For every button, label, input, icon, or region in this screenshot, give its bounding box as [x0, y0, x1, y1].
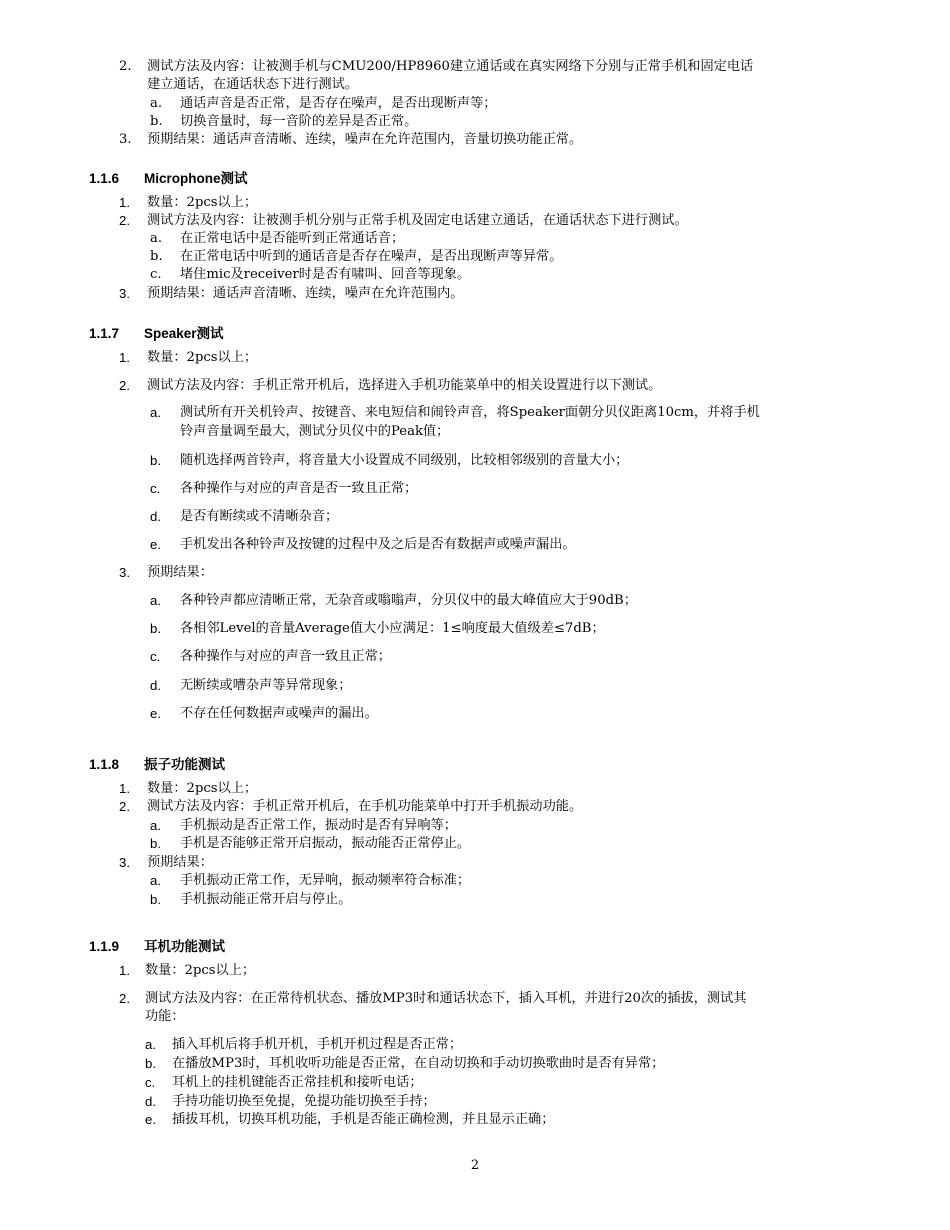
- list-number: 1.: [119, 350, 130, 365]
- section-number: 1.1.9: [89, 939, 120, 954]
- list-item-text: 数量：2pcs以上；: [147, 350, 258, 365]
- sub-item-text: 手机振动能正常开启与停止。: [180, 892, 352, 907]
- sub-item-text: 无断续或嘈杂声等异常现象；: [180, 678, 352, 693]
- sub-letter: d.: [150, 678, 161, 693]
- sub-item-text: 堵住mic及receiver时是否有啸叫、回音等现象。: [180, 267, 471, 282]
- sub-letter: a.: [145, 1037, 156, 1052]
- sub-item-text: 手机发出各种铃声及按键的过程中及之后是否有数据声或噪声漏出。: [180, 537, 576, 552]
- sub-letter: c.: [150, 481, 161, 496]
- section-title: 耳机功能测试: [144, 939, 225, 954]
- sub-item-text: 测试所有开关机铃声、按键音、来电短信和闹铃声音，将Speaker面朝分贝仪距离10cm，并将手机: [180, 405, 760, 420]
- list-number: 3.: [119, 132, 132, 147]
- sub-item-text: 插拔耳机，切换耳机功能，手机是否能正确检测，并且显示正确；: [172, 1112, 555, 1127]
- list-item-text: 测试方法及内容：在正常待机状态、播放MP3时和通话状态下，插入耳机，并进行20次的插拔，测试其: [145, 991, 747, 1006]
- sub-letter: a.: [150, 231, 163, 246]
- list-number: 3.: [119, 565, 130, 580]
- sub-item-text: 各相邻Level的音量Average值大小应满足：1≤响度最大值级差≤7dB；: [180, 621, 605, 636]
- list-item-text: 预期结果：通话声音清晰、连续，噪声在允许范围内。: [147, 286, 464, 301]
- sub-item-text: 不存在任何数据声或噪声的漏出。: [180, 706, 378, 721]
- list-number: 1.: [119, 963, 130, 978]
- section-number: 1.1.8: [89, 757, 120, 772]
- sub-letter: b.: [150, 453, 161, 468]
- sub-item-text: 手持功能切换至免提，免提功能切换至手持；: [172, 1094, 436, 1109]
- sub-item-text: 各种操作与对应的声音是否一致且正常；: [180, 481, 418, 496]
- list-number: 3.: [119, 855, 130, 870]
- sub-item-text: 在正常电话中听到的通话音是否存在噪声，是否出现断声等异常。: [180, 249, 563, 264]
- list-number: 2.: [119, 991, 130, 1006]
- sub-letter: b.: [150, 621, 161, 636]
- sub-letter: a.: [150, 593, 161, 608]
- list-item-text: 预期结果：: [147, 565, 213, 580]
- list-item-text: 数量：2pcs以上；: [147, 195, 258, 210]
- list-item-text: 测试方法及内容：手机正常开机后，在手机功能菜单中打开手机振动功能。: [147, 799, 583, 814]
- section-title: Microphone测试: [144, 171, 248, 186]
- sub-letter: b.: [150, 836, 161, 851]
- section-number: 1.1.7: [89, 326, 120, 341]
- list-item-text: 测试方法及内容：让被测手机与CMU200/HP8960建立通话或在真实网络下分别与正常手机和固定电话: [147, 59, 754, 74]
- sub-letter: e.: [150, 537, 161, 552]
- sub-letter: a.: [150, 405, 161, 420]
- sub-item-text: 手机是否能够正常开启振动，振动能否正常停止。: [180, 836, 471, 851]
- sub-item-text: 手机振动是否正常工作，振动时是否有异响等；: [180, 818, 457, 833]
- sub-item-text: 切换音量时，每一音阶的差异是否正常。: [180, 114, 418, 129]
- list-number: 2.: [119, 213, 130, 228]
- sub-item-text: 在正常电话中是否能听到正常通话音；: [180, 231, 405, 246]
- sub-letter: b.: [150, 892, 161, 907]
- list-number: 2.: [119, 59, 132, 74]
- sub-letter: a.: [150, 818, 161, 833]
- list-item-text: 数量：2pcs以上；: [147, 781, 258, 796]
- list-item-text: 测试方法及内容：手机正常开机后，选择进入手机功能菜单中的相关设置进行以下测试。: [147, 378, 662, 393]
- list-item-text-cont: 功能：: [145, 1009, 185, 1024]
- sub-letter: a.: [150, 873, 161, 888]
- section-title: 振子功能测试: [144, 757, 225, 772]
- sub-item-text: 插入耳机后将手机开机，手机开机过程是否正常；: [172, 1037, 463, 1052]
- sub-letter: d.: [150, 509, 161, 524]
- list-item-text: 数量：2pcs以上；: [145, 963, 256, 978]
- sub-item-text: 耳机上的挂机键能否正常挂机和接听电话；: [172, 1075, 423, 1090]
- list-item-text: 预期结果：通话声音清晰、连续，噪声在允许范围内，音量切换功能正常。: [147, 132, 583, 147]
- sub-letter: c.: [145, 1075, 156, 1090]
- list-number: 3.: [119, 286, 130, 301]
- sub-item-text: 各种操作与对应的声音一致且正常；: [180, 649, 391, 664]
- list-number: 1.: [119, 195, 130, 210]
- sub-item-text: 在播放MP3时，耳机收听功能是否正常，在自动切换和手动切换歌曲时是否有异常；: [172, 1056, 665, 1071]
- sub-letter: d.: [145, 1094, 156, 1109]
- sub-letter: b.: [150, 114, 163, 129]
- sub-letter: e.: [145, 1112, 156, 1127]
- sub-letter: c.: [150, 649, 161, 664]
- sub-item-text: 各种铃声都应清晰正常，无杂音或嗡嗡声，分贝仪中的最大峰值应大于90dB；: [180, 593, 637, 608]
- sub-item-text: 通话声音是否正常，是否存在噪声，是否出现断声等；: [180, 96, 497, 111]
- sub-item-text-cont: 铃声音量调至最大，测试分贝仪中的Peak值；: [180, 424, 450, 439]
- sub-letter: b.: [150, 249, 163, 264]
- section-title: Speaker测试: [144, 326, 224, 341]
- sub-letter: a.: [150, 96, 163, 111]
- page-number: 2: [470, 1158, 480, 1173]
- list-item-text-cont: 建立通话，在通话状态下进行测试。: [147, 77, 358, 92]
- sub-item-text: 手机振动正常工作，无异响，振动频率符合标准；: [180, 873, 471, 888]
- sub-letter: b.: [145, 1056, 156, 1071]
- sub-letter: c.: [150, 267, 162, 282]
- list-item-text: 测试方法及内容：让被测手机分别与正常手机及固定电话建立通话，在通话状态下进行测试。: [147, 213, 688, 228]
- list-item-text: 预期结果：: [147, 855, 213, 870]
- section-number: 1.1.6: [89, 171, 120, 186]
- list-number: 2.: [119, 378, 130, 393]
- list-number: 1.: [119, 781, 130, 796]
- sub-letter: e.: [150, 706, 161, 721]
- sub-item-text: 随机选择两首铃声，将音量大小设置成不同级别，比较相邻级别的音量大小；: [180, 453, 629, 468]
- sub-item-text: 是否有断续或不清晰杂音；: [180, 509, 339, 524]
- list-number: 2.: [119, 799, 130, 814]
